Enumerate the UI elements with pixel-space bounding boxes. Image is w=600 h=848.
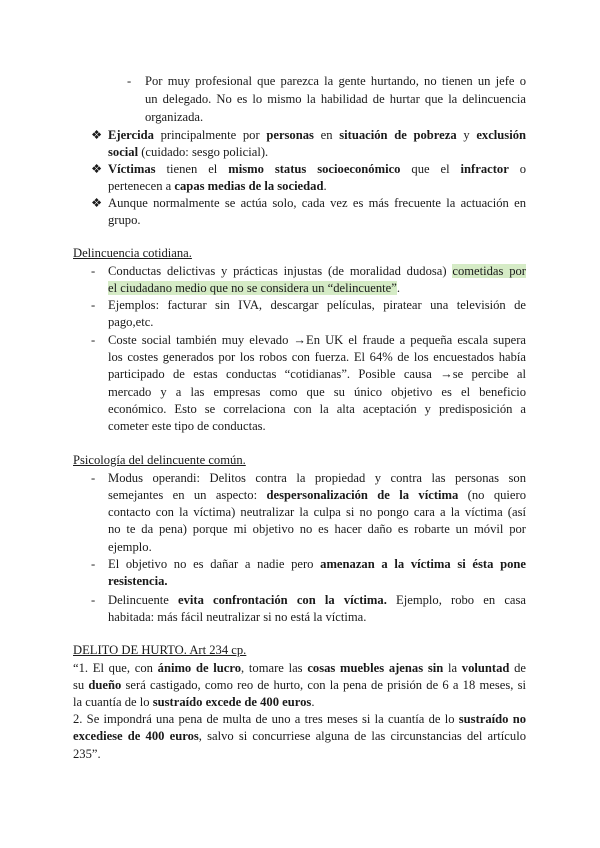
text-line: Conductas delictivas y prácticas injustas (de moralidad dudosa) cometidas por [108, 264, 527, 278]
text-line: los costes generados por los robos con fuerza. El 64% de los encuestados había [108, 350, 526, 364]
diamond-bullet-icon: ❖ [91, 128, 103, 142]
text-line: “1. El que, con ánimo de lucro, tomare las cosas muebles ajenas sin la voluntad de [73, 661, 526, 675]
text-line: Por muy profesional que parezca la gente hurtando, no tienen un jefe o [145, 74, 526, 88]
text-line: cometer este tipo de conductas. [108, 419, 266, 433]
text-line: contacto con la víctima) neutralizar la culpa si no pongo cara a la víctima (así [108, 505, 526, 519]
text-line: semejantes en un aspecto: despersonalización de la víctima (no quiero [108, 488, 527, 502]
dash-bullet: - [91, 593, 96, 607]
dash-bullet: - [91, 298, 96, 312]
text-line: social (cuidado: sesgo policial). [108, 145, 269, 159]
text-line: El objetivo no es dañar a nadie pero amenazan a la víctima si ésta pone [108, 557, 526, 571]
text-line: pago,etc. [108, 315, 154, 329]
text-line: Ejemplos: facturar sin IVA, descargar películas, piratear una televisión de [108, 298, 526, 312]
text-line: 2. Se impondrá una pena de multa de uno a tres meses si la cuantía de lo sustraído no [73, 712, 526, 726]
highlighted-text: el ciudadano medio que no se considera un “delincuente” [108, 281, 397, 295]
dash-bullet: - [91, 557, 96, 571]
text-line: grupo. [108, 213, 141, 227]
text-line: un delegado. No es lo mismo la habilidad de hurtar que la delincuencia [145, 92, 526, 106]
text-line: Coste social también muy elevado →En UK el fraude a pequeña escala supera [108, 333, 526, 347]
text-line: organizada. [145, 110, 204, 124]
text-line: 235”. [73, 747, 101, 761]
dash-bullet: - [91, 333, 96, 347]
text-line: habitada: más fácil neutralizar si no está la víctima. [108, 610, 367, 624]
text-line: Delincuente evita confrontación con la víctima. Ejemplo, robo en casa [108, 593, 526, 607]
text-line: el ciudadano medio que no se considera un “delincuente”. [108, 281, 401, 295]
section-heading: Delincuencia cotidiana. [73, 246, 192, 260]
text-line: no te da pena) porque mi objetivo no es hacer daño es robarte un móvil por [108, 522, 526, 536]
text-line: excediese de 400 euros, salvo si concurriese alguna de las circunstancias del artículo [73, 729, 526, 743]
diamond-bullet-icon: ❖ [91, 196, 103, 210]
dash-bullet: - [127, 74, 132, 88]
text-line: su dueño será castigado, como reo de hurto, con la pena de prisión de 6 a 18 meses, si [73, 678, 526, 692]
text-line: ejemplo. [108, 540, 152, 554]
text-line: mercado y a las empresas como que su único objetivo es el beneficio [108, 385, 526, 399]
text-line: participado de estas conductas “cotidianas”. Posible causa →se percibe al [108, 367, 526, 381]
text-line: Víctimas tienen el mismo status socioeconómico que el infractor o [108, 162, 527, 176]
text-line: Modus operandi: Delitos contra la propiedad y contra las personas son [108, 471, 526, 485]
highlighted-text: cometidas por [452, 264, 527, 278]
dash-bullet: - [91, 471, 96, 485]
text-line: Ejercida principalmente por personas en situación de pobreza y exclusión [108, 128, 527, 142]
section-heading: Psicología del delincuente común. [73, 453, 246, 467]
section-heading: DELITO DE HURTO. Art 234 cp. [73, 643, 247, 657]
text-line: Aunque normalmente se actúa solo, cada vez es más frecuente la actuación en [108, 196, 526, 210]
diamond-bullet-icon: ❖ [91, 162, 103, 176]
text-line: pertenecen a capas medias de la sociedad. [108, 179, 327, 193]
dash-bullet: - [91, 264, 96, 278]
text-line: la cuantía de lo sustraído excede de 400 euros. [73, 695, 315, 709]
text-line: resistencia. [108, 574, 168, 588]
text-line: económico. Esto se correlaciona con la alta aceptación y predisposición a [108, 402, 526, 416]
